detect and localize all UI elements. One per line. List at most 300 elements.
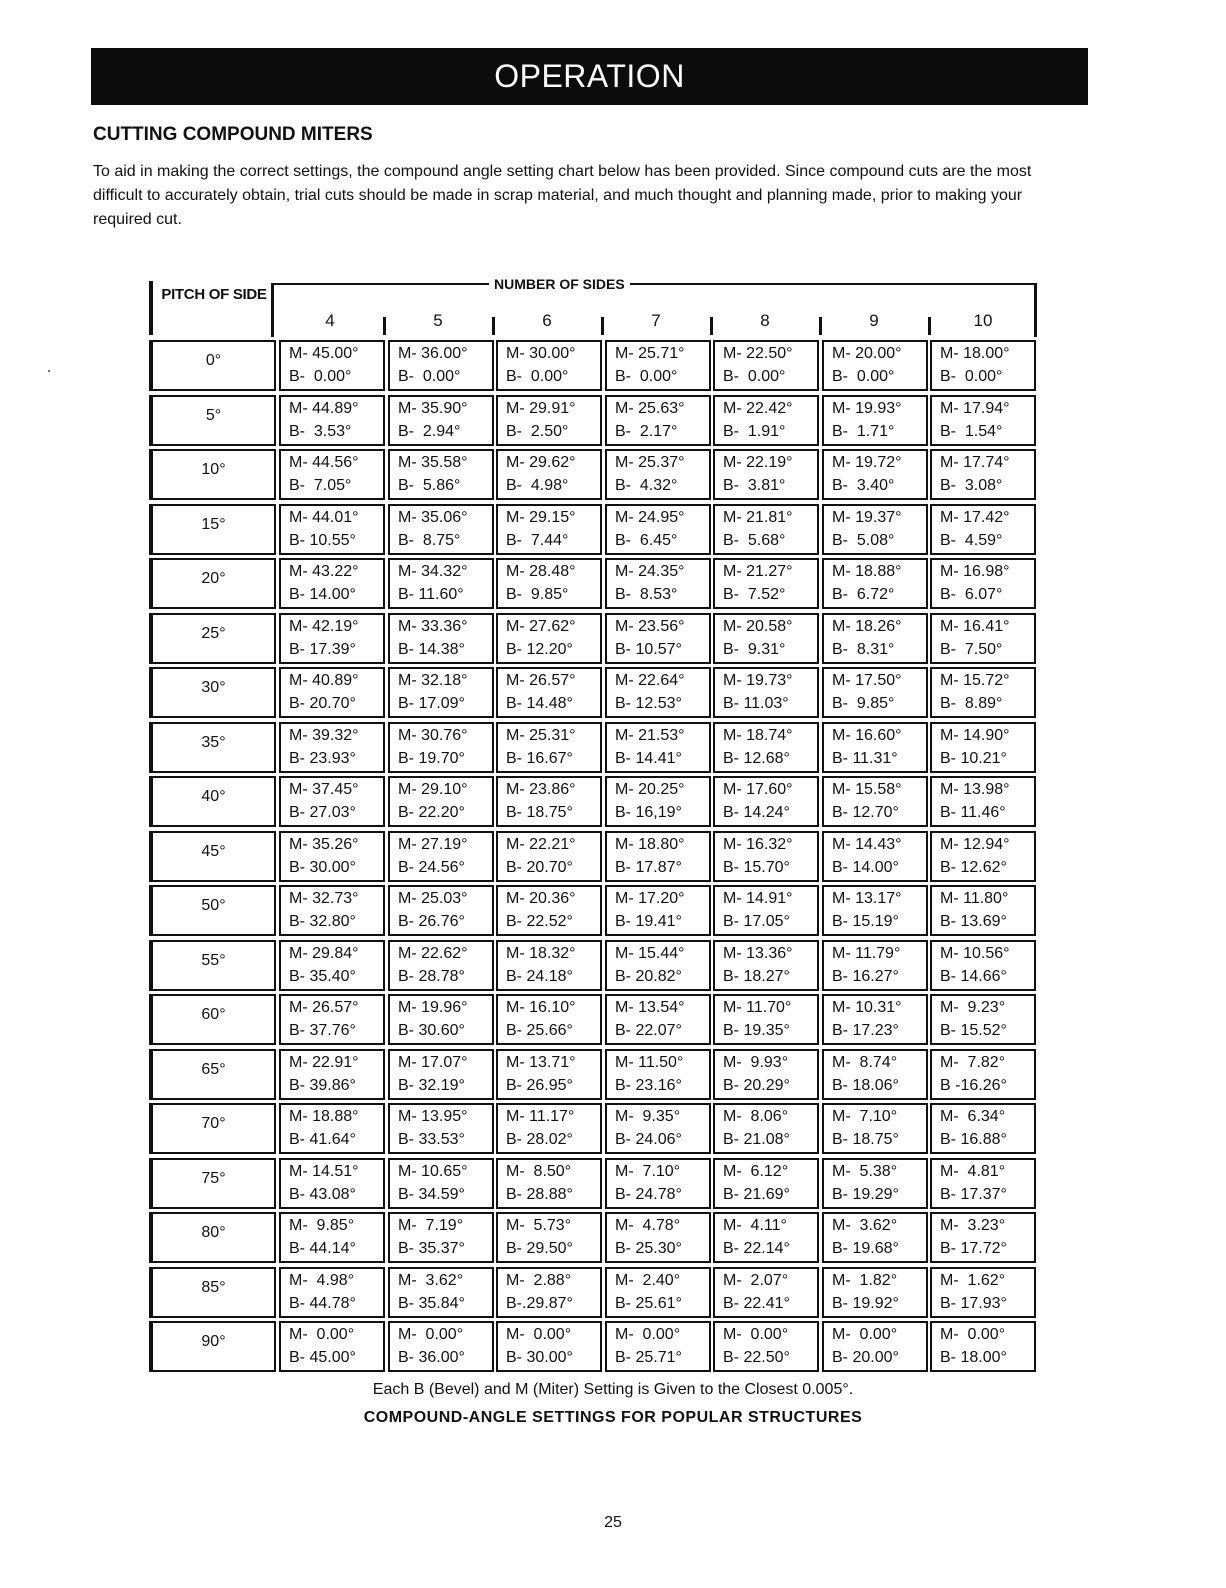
- bevel-value: B- 20.82°: [615, 968, 682, 985]
- pitch-cell: 25°: [149, 613, 276, 664]
- bevel-value: B- 0.00°: [615, 368, 678, 385]
- bevel-value: B- 1.71°: [832, 423, 895, 440]
- setting-cell: [279, 504, 385, 555]
- side-count-header: 5: [433, 311, 443, 330]
- miter-value: M- 13.54°: [615, 999, 685, 1016]
- setting-cell: [605, 722, 711, 773]
- setting-cell: [822, 1321, 928, 1372]
- setting-cell: [930, 1321, 1036, 1372]
- bevel-value: B- 26.76°: [398, 913, 465, 930]
- setting-cell: [605, 1321, 711, 1372]
- miter-value: M- 16.10°: [506, 999, 576, 1016]
- miter-value: M- 40.89°: [289, 672, 359, 689]
- setting-cell: [930, 722, 1036, 773]
- bevel-value: B- 1.54°: [940, 423, 1003, 440]
- miter-value: M- 8.06°: [723, 1108, 789, 1125]
- setting-cell: [388, 1321, 494, 1372]
- miter-value: M- 12.94°: [940, 836, 1010, 853]
- miter-value: M- 0.00°: [506, 1326, 572, 1343]
- miter-value: M- 0.00°: [289, 1326, 355, 1343]
- setting-cell: [496, 1267, 602, 1318]
- miter-value: M- 16.98°: [940, 563, 1010, 580]
- miter-value: M- 17.60°: [723, 781, 793, 798]
- bevel-value: B- 0.00°: [832, 368, 895, 385]
- side-count-header: 6: [542, 311, 552, 330]
- miter-value: M- 19.37°: [832, 509, 902, 526]
- bevel-value: B- 12.53°: [615, 695, 682, 712]
- bevel-value: B- 12.70°: [832, 804, 899, 821]
- setting-cell: [279, 1212, 385, 1263]
- bevel-value: B- 12.62°: [940, 859, 1007, 876]
- bevel-value: B- 22.14°: [723, 1240, 790, 1257]
- bevel-value: B- 9.31°: [723, 641, 786, 658]
- miter-value: M- 25.03°: [398, 890, 468, 907]
- setting-cell: [388, 1103, 494, 1154]
- miter-value: M- 22.21°: [506, 836, 576, 853]
- miter-value: M- 17.74°: [940, 454, 1010, 471]
- miter-value: M- 4.81°: [940, 1163, 1006, 1180]
- pitch-header-cell: [149, 281, 275, 335]
- miter-value: M- 45.00°: [289, 345, 359, 362]
- side-count-header: 8: [760, 311, 770, 330]
- miter-value: M- 3.62°: [398, 1272, 464, 1289]
- setting-cell: [822, 449, 928, 500]
- bevel-value: B- 3.08°: [940, 477, 1003, 494]
- bevel-value: B- 44.14°: [289, 1240, 356, 1257]
- bevel-value: B- 16,19°: [615, 804, 682, 821]
- scan-speck: [48, 370, 50, 372]
- setting-cell: [279, 449, 385, 500]
- miter-value: M- 9.23°: [940, 999, 1006, 1016]
- setting-cell: [388, 776, 494, 827]
- miter-value: M- 29.10°: [398, 781, 468, 798]
- setting-cell: [822, 1212, 928, 1263]
- miter-value: M- 9.93°: [723, 1054, 789, 1071]
- miter-value: M- 17.50°: [832, 672, 902, 689]
- setting-cell: [930, 1049, 1036, 1100]
- table-row: [149, 1158, 1038, 1209]
- bevel-value: B- 16.88°: [940, 1131, 1007, 1148]
- miter-value: M- 37.45°: [289, 781, 359, 798]
- table-row: [149, 885, 1038, 936]
- miter-value: M- 18.88°: [289, 1108, 359, 1125]
- miter-value: M- 18.80°: [615, 836, 685, 853]
- bevel-value: B- 7.52°: [723, 586, 786, 603]
- miter-value: M- 25.71°: [615, 345, 685, 362]
- miter-value: M- 24.35°: [615, 563, 685, 580]
- setting-cell: [930, 613, 1036, 664]
- setting-cell: [279, 940, 385, 991]
- bevel-value: B- 14.38°: [398, 641, 465, 658]
- pitch-cell: 75°: [149, 1158, 276, 1209]
- setting-cell: [930, 340, 1036, 391]
- miter-value: M- 11.70°: [723, 999, 792, 1016]
- setting-cell: [388, 667, 494, 718]
- miter-value: M- 22.64°: [615, 672, 685, 689]
- sides-header: NUMBER OF SIDES: [489, 275, 630, 293]
- setting-cell: [822, 1158, 928, 1209]
- table-row: [149, 940, 1038, 991]
- bevel-value: B- 17.93°: [940, 1295, 1007, 1312]
- setting-cell: [822, 340, 928, 391]
- pitch-cell: 0°: [149, 340, 276, 391]
- miter-value: M- 35.06°: [398, 509, 468, 526]
- bevel-value: B- 24.56°: [398, 859, 465, 876]
- bevel-value: B- 36.00°: [398, 1349, 465, 1366]
- bevel-value: B- 35.40°: [289, 968, 356, 985]
- miter-value: M- 32.73°: [289, 890, 359, 907]
- bevel-value: B- 5.68°: [723, 532, 786, 549]
- setting-cell: [822, 722, 928, 773]
- setting-cell: [496, 1049, 602, 1100]
- bevel-value: B- 34.59°: [398, 1186, 465, 1203]
- bevel-value: B- 20.70°: [289, 695, 356, 712]
- bevel-value: B- 32.19°: [398, 1077, 465, 1094]
- bevel-value: B- 24.78°: [615, 1186, 682, 1203]
- setting-cell: [605, 831, 711, 882]
- setting-cell: [822, 504, 928, 555]
- bevel-value: B- 28.02°: [506, 1131, 573, 1148]
- setting-cell: [279, 885, 385, 936]
- miter-value: M- 24.95°: [615, 509, 685, 526]
- setting-cell: [822, 831, 928, 882]
- bevel-value: B- 11.60°: [398, 586, 464, 603]
- miter-value: M- 7.10°: [615, 1163, 681, 1180]
- setting-cell: [930, 1158, 1036, 1209]
- setting-cell: [496, 395, 602, 446]
- miter-value: M- 17.07°: [398, 1054, 468, 1071]
- miter-value: M- 13.17°: [832, 890, 902, 907]
- bevel-value: B- 23.93°: [289, 750, 356, 767]
- setting-cell: [279, 776, 385, 827]
- setting-cell: [496, 558, 602, 609]
- setting-cell: [930, 776, 1036, 827]
- table-row: [149, 504, 1038, 555]
- bevel-value: B- 22.52°: [506, 913, 573, 930]
- bevel-value: B- 17.37°: [940, 1186, 1007, 1203]
- bevel-value: B- 30.60°: [398, 1022, 465, 1039]
- bevel-value: B- 39.86°: [289, 1077, 356, 1094]
- bevel-value: B- 25.66°: [506, 1022, 573, 1039]
- setting-cell: [496, 1321, 602, 1372]
- setting-cell: [388, 1212, 494, 1263]
- miter-value: M- 22.62°: [398, 945, 468, 962]
- setting-cell: [822, 613, 928, 664]
- bevel-value: B- 11.46°: [940, 804, 1006, 821]
- bevel-value: B- 35.37°: [398, 1240, 465, 1257]
- setting-cell: [822, 994, 928, 1045]
- setting-cell: [605, 504, 711, 555]
- setting-cell: [605, 885, 711, 936]
- bevel-value: B -16.26°: [940, 1077, 1007, 1094]
- bevel-value: B- 17.39°: [289, 641, 356, 658]
- miter-value: M- 7.82°: [940, 1054, 1006, 1071]
- setting-cell: [713, 1267, 819, 1318]
- setting-cell: [388, 613, 494, 664]
- bevel-value: B- 9.85°: [832, 695, 895, 712]
- pitch-cell: 55°: [149, 940, 276, 991]
- miter-value: M- 30.00°: [506, 345, 576, 362]
- miter-value: M- 19.96°: [398, 999, 468, 1016]
- miter-value: M- 44.01°: [289, 509, 359, 526]
- setting-cell: [713, 449, 819, 500]
- bevel-value: B- 30.00°: [289, 859, 356, 876]
- setting-cell: [713, 885, 819, 936]
- setting-cell: [713, 776, 819, 827]
- bevel-value: B- 30.00°: [506, 1349, 573, 1366]
- setting-cell: [279, 831, 385, 882]
- setting-cell: [713, 1103, 819, 1154]
- setting-cell: [605, 395, 711, 446]
- miter-value: M- 4.98°: [289, 1272, 355, 1289]
- bevel-value: B- 21.69°: [723, 1186, 790, 1203]
- miter-value: M- 19.73°: [723, 672, 793, 689]
- setting-cell: [822, 1267, 928, 1318]
- setting-cell: [713, 1212, 819, 1263]
- miter-value: M- 14.51°: [289, 1163, 359, 1180]
- miter-value: M- 16.32°: [723, 836, 793, 853]
- miter-value: M- 2.07°: [723, 1272, 789, 1289]
- miter-value: M- 3.62°: [832, 1217, 898, 1234]
- setting-cell: [822, 776, 928, 827]
- bevel-value: B- 28.78°: [398, 968, 465, 985]
- miter-value: M- 18.32°: [506, 945, 576, 962]
- setting-cell: [822, 1103, 928, 1154]
- miter-value: M- 15.44°: [615, 945, 685, 962]
- bevel-value: B- 25.30°: [615, 1240, 682, 1257]
- bevel-value: B- 13.69°: [940, 913, 1007, 930]
- miter-value: M- 8.50°: [506, 1163, 572, 1180]
- miter-value: M- 20.36°: [506, 890, 576, 907]
- setting-cell: [713, 504, 819, 555]
- bevel-value: B- 9.85°: [506, 586, 569, 603]
- bevel-value: B- 12.20°: [506, 641, 573, 658]
- setting-cell: [496, 940, 602, 991]
- setting-cell: [279, 1321, 385, 1372]
- miter-value: M- 3.23°: [940, 1217, 1006, 1234]
- bevel-value: B- 0.00°: [940, 368, 1003, 385]
- miter-value: M- 21.81°: [723, 509, 793, 526]
- miter-value: M- 25.31°: [506, 727, 576, 744]
- table-row: [149, 667, 1038, 718]
- setting-cell: [605, 940, 711, 991]
- bevel-value: B- 7.50°: [940, 641, 1003, 658]
- miter-value: M- 19.93°: [832, 400, 902, 417]
- bevel-value: B- 5.08°: [832, 532, 895, 549]
- bevel-value: B- 4.32°: [615, 477, 678, 494]
- bevel-value: B- 16.27°: [832, 968, 899, 985]
- intro-paragraph: To aid in making the correct settings, the compound angle setting chart below has been provided. Since compound cuts are the most difficult to accurately obtain, trial cuts should be made in scrap material, and much thought and planning made, prior to making your required cut.: [93, 163, 1032, 228]
- pitch-cell: 50°: [149, 885, 276, 936]
- setting-cell: [605, 667, 711, 718]
- table-row: [149, 613, 1038, 664]
- miter-value: M- 13.95°: [398, 1108, 468, 1125]
- bevel-value: B- 27.03°: [289, 804, 356, 821]
- bevel-value: B- 18.27°: [723, 968, 790, 985]
- miter-value: M- 26.57°: [289, 999, 359, 1016]
- setting-cell: [279, 558, 385, 609]
- setting-cell: [605, 994, 711, 1045]
- setting-cell: [279, 994, 385, 1045]
- setting-cell: [496, 1103, 602, 1154]
- setting-cell: [496, 994, 602, 1045]
- bevel-value: B- 26.95°: [506, 1077, 573, 1094]
- page-title: CUTTING COMPOUND MITERS: [93, 124, 373, 145]
- miter-value: M- 25.63°: [615, 400, 685, 417]
- miter-value: M- 0.00°: [615, 1326, 681, 1343]
- bevel-value: B- 23.16°: [615, 1077, 682, 1094]
- bevel-value: B- 14.66°: [940, 968, 1007, 985]
- setting-cell: [605, 613, 711, 664]
- miter-value: M- 22.19°: [723, 454, 793, 471]
- miter-value: M- 29.15°: [506, 509, 576, 526]
- table-row: [149, 776, 1038, 827]
- bevel-value: B- 17.87°: [615, 859, 682, 876]
- setting-cell: [388, 449, 494, 500]
- setting-cell: [605, 1267, 711, 1318]
- bevel-value: B- 24.06°: [615, 1131, 682, 1148]
- pitch-cell: 45°: [149, 831, 276, 882]
- miter-value: M- 11.79°: [832, 945, 901, 962]
- setting-cell: [930, 1212, 1036, 1263]
- miter-value: M- 20.58°: [723, 618, 793, 635]
- miter-value: M- 39.32°: [289, 727, 359, 744]
- setting-cell: [496, 613, 602, 664]
- bevel-value: B- 22.07°: [615, 1022, 682, 1039]
- bevel-value: B- 28.88°: [506, 1186, 573, 1203]
- bevel-value: B- 22.20°: [398, 804, 465, 821]
- bevel-value: B- 10.55°: [289, 532, 356, 549]
- table-row: [149, 395, 1038, 446]
- setting-cell: [930, 940, 1036, 991]
- bevel-value: B- 0.00°: [723, 368, 786, 385]
- miter-value: M- 2.88°: [506, 1272, 572, 1289]
- miter-value: M- 35.26°: [289, 836, 359, 853]
- miter-value: M- 1.62°: [940, 1272, 1006, 1289]
- table-row: [149, 1049, 1038, 1100]
- setting-cell: [605, 558, 711, 609]
- pitch-cell: 80°: [149, 1212, 276, 1263]
- bevel-value: B- 8.53°: [615, 586, 678, 603]
- table-caption: COMPOUND-ANGLE SETTINGS FOR POPULAR STRUCTURES: [363, 1409, 863, 1426]
- setting-cell: [713, 340, 819, 391]
- setting-cell: [930, 667, 1036, 718]
- setting-cell: [279, 1103, 385, 1154]
- bevel-value: B- 8.75°: [398, 532, 461, 549]
- bevel-value: B- 3.53°: [289, 423, 352, 440]
- miter-value: M- 22.91°: [289, 1054, 359, 1071]
- table-row: [149, 1103, 1038, 1154]
- miter-value: M- 17.94°: [940, 400, 1010, 417]
- bevel-value: B- 15.70°: [723, 859, 790, 876]
- miter-value: M- 21.27°: [723, 563, 793, 580]
- miter-value: M- 0.00°: [940, 1326, 1006, 1343]
- table-row: [149, 1321, 1038, 1372]
- miter-value: M- 35.90°: [398, 400, 468, 417]
- miter-value: M- 16.60°: [832, 727, 902, 744]
- bevel-value: B- 21.08°: [723, 1131, 790, 1148]
- setting-cell: [388, 1158, 494, 1209]
- sides-header-cell: [271, 276, 1037, 337]
- bevel-value: B- 45.00°: [289, 1349, 356, 1366]
- pitch-cell: 40°: [149, 776, 276, 827]
- miter-value: M- 9.85°: [289, 1217, 355, 1234]
- bevel-value: B- 22.41°: [723, 1295, 790, 1312]
- setting-cell: [388, 1049, 494, 1100]
- bevel-value: B- 19.68°: [832, 1240, 899, 1257]
- bevel-value: B- 2.50°: [506, 423, 569, 440]
- bevel-value: B- 19.35°: [723, 1022, 790, 1039]
- table-row: [149, 340, 1038, 391]
- setting-cell: [496, 1158, 602, 1209]
- setting-cell: [496, 504, 602, 555]
- miter-value: M- 26.57°: [506, 672, 576, 689]
- bevel-value: B- 10.57°: [615, 641, 682, 658]
- miter-value: M- 29.84°: [289, 945, 359, 962]
- bevel-value: B- 18.06°: [832, 1077, 899, 1094]
- pitch-cell: 30°: [149, 667, 276, 718]
- bevel-value: B- 20.00°: [832, 1349, 899, 1366]
- table-row: [149, 722, 1038, 773]
- setting-cell: [713, 558, 819, 609]
- side-count-header: 9: [869, 311, 879, 330]
- bevel-value: B- 6.45°: [615, 532, 678, 549]
- miter-value: M- 2.40°: [615, 1272, 681, 1289]
- setting-cell: [279, 1049, 385, 1100]
- miter-value: M- 14.43°: [832, 836, 902, 853]
- miter-value: M- 10.56°: [940, 945, 1010, 962]
- miter-value: M- 13.36°: [723, 945, 793, 962]
- setting-cell: [388, 940, 494, 991]
- setting-cell: [713, 722, 819, 773]
- bevel-value: B- 18.75°: [832, 1131, 899, 1148]
- bevel-value: B- 8.89°: [940, 695, 1003, 712]
- bevel-value: B- 7.44°: [506, 532, 569, 549]
- miter-value: M- 15.58°: [832, 781, 902, 798]
- setting-cell: [496, 449, 602, 500]
- pitch-cell: 10°: [149, 449, 276, 500]
- bevel-value: B- 25.61°: [615, 1295, 682, 1312]
- miter-value: M- 18.26°: [832, 618, 902, 635]
- setting-cell: [496, 1212, 602, 1263]
- bevel-value: B- 17.09°: [398, 695, 465, 712]
- bevel-value: B- 25.71°: [615, 1349, 682, 1366]
- pitch-cell: 15°: [149, 504, 276, 555]
- setting-cell: [496, 776, 602, 827]
- bevel-value: B- 20.70°: [506, 859, 573, 876]
- pitch-cell: 85°: [149, 1267, 276, 1318]
- setting-cell: [713, 1049, 819, 1100]
- bevel-value: B- 6.07°: [940, 586, 1003, 603]
- table-row: [149, 994, 1038, 1045]
- miter-value: M- 7.10°: [832, 1108, 898, 1125]
- miter-value: M- 6.12°: [723, 1163, 789, 1180]
- miter-value: M- 9.35°: [615, 1108, 681, 1125]
- bevel-value: B- 17.23°: [832, 1022, 899, 1039]
- bevel-value: B- 33.53°: [398, 1131, 465, 1148]
- setting-cell: [605, 776, 711, 827]
- setting-cell: [279, 1267, 385, 1318]
- bevel-value: B- 17.72°: [940, 1240, 1007, 1257]
- bevel-value: B- 16.67°: [506, 750, 573, 767]
- setting-cell: [822, 1049, 928, 1100]
- setting-cell: [279, 722, 385, 773]
- miter-value: M- 17.20°: [615, 890, 685, 907]
- setting-cell: [930, 395, 1036, 446]
- miter-value: M- 30.76°: [398, 727, 468, 744]
- pitch-cell: 90°: [149, 1321, 276, 1372]
- setting-cell: [822, 395, 928, 446]
